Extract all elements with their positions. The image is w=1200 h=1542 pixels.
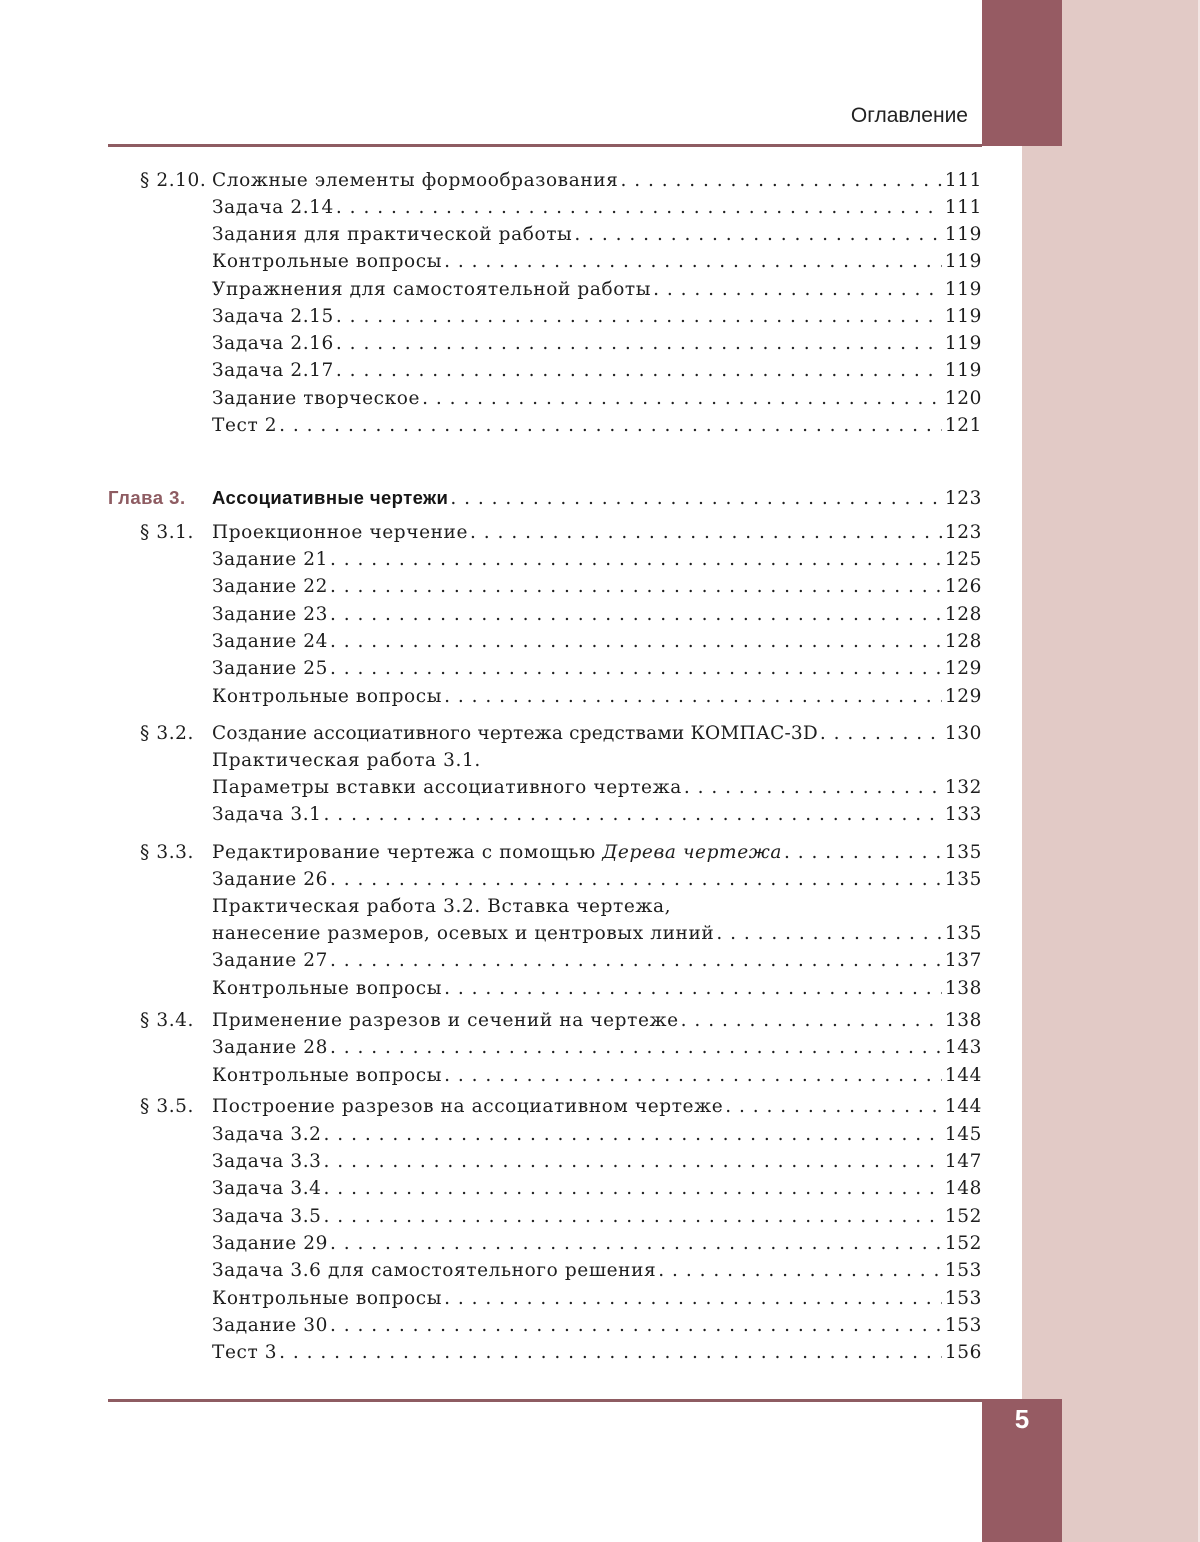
toc-section-3-3[interactable] [108, 839, 982, 866]
leader-dots [684, 774, 942, 801]
leader-dots [330, 866, 942, 893]
page-ref: 126 [944, 576, 982, 597]
toc-item[interactable] [108, 1175, 982, 1202]
page-ref: 111 [944, 197, 982, 218]
page-ref: 148 [944, 1178, 982, 1199]
item-title: Практическая работа 3.1. [212, 750, 481, 771]
header-rule [108, 144, 982, 147]
toc-item[interactable] [108, 1121, 982, 1148]
leader-dots [444, 975, 942, 1002]
toc-item[interactable] [108, 194, 982, 221]
page-ref: 119 [944, 360, 982, 381]
section-title: Применение разрезов и сечений на чертеже [212, 1010, 679, 1031]
right-margin-band [1022, 0, 1198, 1542]
page-ref: 147 [944, 1151, 982, 1172]
leader-dots [330, 1312, 942, 1339]
leader-dots [444, 1062, 942, 1089]
toc-section-3-4[interactable] [108, 1007, 982, 1034]
page-ref: 128 [944, 631, 982, 652]
leader-dots [620, 167, 942, 194]
toc-item[interactable] [108, 357, 982, 384]
toc-item[interactable] [108, 628, 982, 655]
leader-dots [330, 1034, 942, 1061]
item-title: Контрольные вопросы [212, 686, 443, 707]
item-title: Задача 2.17 [212, 360, 334, 381]
leader-dots [658, 1257, 942, 1284]
item-title: Тест 2 [212, 415, 278, 436]
leader-dots [330, 628, 942, 655]
page-ref: 138 [944, 978, 982, 999]
item-title: Задача 3.3 [212, 1151, 322, 1172]
item-title: Задача 3.2 [212, 1124, 322, 1145]
page-ref: 119 [944, 279, 982, 300]
item-title: Практическая работа 3.2. Вставка чертежа, [212, 896, 672, 917]
page-ref: 111 [944, 170, 982, 191]
section-number: § 2.10. [140, 170, 207, 191]
toc-chapter-3[interactable] [108, 484, 982, 511]
toc-item[interactable] [108, 1257, 982, 1284]
leader-dots [820, 720, 942, 747]
toc-item[interactable] [108, 1312, 982, 1339]
page-ref: 132 [944, 777, 982, 798]
toc-section-3-2[interactable] [108, 720, 982, 747]
page-ref: 123 [944, 488, 982, 509]
leader-dots [330, 601, 942, 628]
page-ref: 135 [944, 923, 982, 944]
leader-dots [336, 194, 942, 221]
toc-item[interactable] [108, 920, 982, 947]
toc-item[interactable] [108, 947, 982, 974]
leader-dots [716, 920, 942, 947]
toc-item[interactable] [108, 1148, 982, 1175]
toc-item[interactable] [108, 385, 982, 412]
page-ref: 129 [944, 686, 982, 707]
leader-dots [574, 221, 942, 248]
toc-item [108, 893, 982, 920]
leader-dots [444, 1285, 942, 1312]
toc-item [108, 747, 982, 774]
toc-item[interactable] [108, 1203, 982, 1230]
page-ref: 144 [944, 1065, 982, 1086]
section-title: Сложные элементы формообразования [212, 170, 619, 191]
page-ref: 135 [944, 869, 982, 890]
page-ref: 119 [944, 306, 982, 327]
toc-item[interactable] [108, 1230, 982, 1257]
item-title: Задание 21 [212, 549, 329, 570]
page-ref: 156 [944, 1342, 982, 1363]
page-ref: 128 [944, 604, 982, 625]
item-title: Задание 28 [212, 1037, 329, 1058]
item-title: Задания для практической работы [212, 224, 573, 245]
leader-dots [324, 1121, 942, 1148]
toc-item[interactable] [108, 801, 982, 828]
page-ref: 135 [944, 842, 982, 863]
page-ref: 119 [944, 251, 982, 272]
item-title: Задание 27 [212, 950, 329, 971]
item-title: Контрольные вопросы [212, 1288, 443, 1309]
item-title: Задание творческое [212, 388, 421, 409]
leader-dots [725, 1093, 942, 1120]
toc-item[interactable] [108, 1062, 982, 1089]
item-title: нанесение размеров, осевых и центровых линий [212, 923, 715, 944]
leader-dots [336, 357, 942, 384]
section-number: § 3.1. [140, 522, 195, 543]
item-title: Упражнения для самостоятельной работы [212, 279, 652, 300]
item-title: Задача 3.4 [212, 1178, 322, 1199]
page-ref: 129 [944, 658, 982, 679]
toc-item[interactable] [108, 248, 982, 275]
leader-dots [330, 1230, 942, 1257]
toc-item[interactable] [108, 412, 982, 439]
leader-dots [324, 1175, 942, 1202]
item-title: Задача 3.6 для самостоятельного решения [212, 1260, 657, 1281]
page-ref: 120 [944, 388, 982, 409]
toc-item[interactable] [108, 330, 982, 357]
item-title: Задача 2.15 [212, 306, 334, 327]
italic-term: Дерева чертежа [602, 842, 783, 863]
leader-dots [336, 330, 942, 357]
leader-dots [784, 839, 942, 866]
item-title: Контрольные вопросы [212, 1065, 443, 1086]
toc-item[interactable] [108, 655, 982, 682]
page-number: 5 [1014, 1404, 1030, 1434]
item-title: Задача 2.16 [212, 333, 334, 354]
toc-item[interactable] [108, 975, 982, 1002]
page-ref: 138 [944, 1010, 982, 1031]
section-number: § 3.2. [140, 723, 195, 744]
page-ref: 133 [944, 804, 982, 825]
leader-dots [324, 801, 942, 828]
item-title: Задание 22 [212, 576, 329, 597]
leader-dots [324, 1148, 942, 1175]
page-ref: 121 [944, 415, 982, 436]
leader-dots [330, 655, 942, 682]
section-title: Создание ассоциативного чертежа средствами КОМПАС-3D [212, 723, 818, 744]
leader-dots [279, 412, 942, 439]
toc-item[interactable] [108, 221, 982, 248]
toc-section-3-1[interactable] [108, 519, 982, 546]
toc-item[interactable] [108, 866, 982, 893]
page-ref: 137 [944, 950, 982, 971]
item-title: Задание 30 [212, 1315, 329, 1336]
item-title: Задание 25 [212, 658, 329, 679]
chapter-label: Глава 3. [108, 487, 186, 508]
section-title: Редактирование чертежа с помощью Дерева чертежа [212, 842, 783, 863]
item-title: Контрольные вопросы [212, 251, 443, 272]
toc-item[interactable] [108, 1339, 982, 1366]
leader-dots [450, 485, 942, 512]
toc-item[interactable] [108, 774, 982, 801]
page-ref: 143 [944, 1037, 982, 1058]
section-number: § 3.5. [140, 1096, 195, 1117]
leader-dots [681, 1007, 942, 1034]
page-ref: 119 [944, 224, 982, 245]
leader-dots [444, 248, 942, 275]
footer-rule [108, 1399, 982, 1402]
leader-dots [330, 947, 942, 974]
toc-item[interactable] [108, 1285, 982, 1312]
section-number: § 3.3. [140, 842, 195, 863]
running-header-title: Оглавление [850, 104, 968, 127]
item-title: Задание 26 [212, 869, 329, 890]
item-title: Задача 3.1 [212, 804, 322, 825]
page-ref: 130 [944, 723, 982, 744]
page-ref: 145 [944, 1124, 982, 1145]
section-title: Построение разрезов на ассоциативном чертеже [212, 1096, 724, 1117]
toc-item[interactable] [108, 546, 982, 573]
section-title: Проекционное черчение [212, 522, 469, 543]
leader-dots [279, 1339, 942, 1366]
leader-dots [336, 303, 942, 330]
page-ref: 153 [944, 1315, 982, 1336]
page-ref: 144 [944, 1096, 982, 1117]
item-title: Тест 3 [212, 1342, 278, 1363]
item-title: Задание 24 [212, 631, 329, 652]
item-title: Задача 2.14 [212, 197, 334, 218]
page-ref: 119 [944, 333, 982, 354]
page-ref: 153 [944, 1288, 982, 1309]
page-ref: 123 [944, 522, 982, 543]
page-ref: 153 [944, 1260, 982, 1281]
leader-dots [330, 573, 942, 600]
toc-item[interactable] [108, 683, 982, 710]
item-title: Контрольные вопросы [212, 978, 443, 999]
leader-dots [470, 519, 942, 546]
section-number: § 3.4. [140, 1010, 195, 1031]
leader-dots [324, 1203, 942, 1230]
item-title: Задание 29 [212, 1233, 329, 1254]
toc-item[interactable] [108, 303, 982, 330]
item-title: Параметры вставки ассоциативного чертежа [212, 777, 682, 798]
page-ref: 152 [944, 1206, 982, 1227]
toc-section-2-10[interactable] [108, 167, 982, 194]
leader-dots [422, 385, 942, 412]
page-ref: 152 [944, 1233, 982, 1254]
toc-section-3-5[interactable] [108, 1093, 982, 1120]
chapter-title: Ассоциативные чертежи [212, 487, 449, 508]
leader-dots [653, 276, 942, 303]
toc-item[interactable] [108, 276, 982, 303]
item-title: Задача 3.5 [212, 1206, 322, 1227]
leader-dots [444, 683, 942, 710]
toc-item[interactable] [108, 601, 982, 628]
leader-dots [330, 546, 942, 573]
toc-item[interactable] [108, 1034, 982, 1061]
page-ref: 125 [944, 549, 982, 570]
header-tab [982, 0, 1062, 146]
toc-item[interactable] [108, 573, 982, 600]
item-title: Задание 23 [212, 604, 329, 625]
